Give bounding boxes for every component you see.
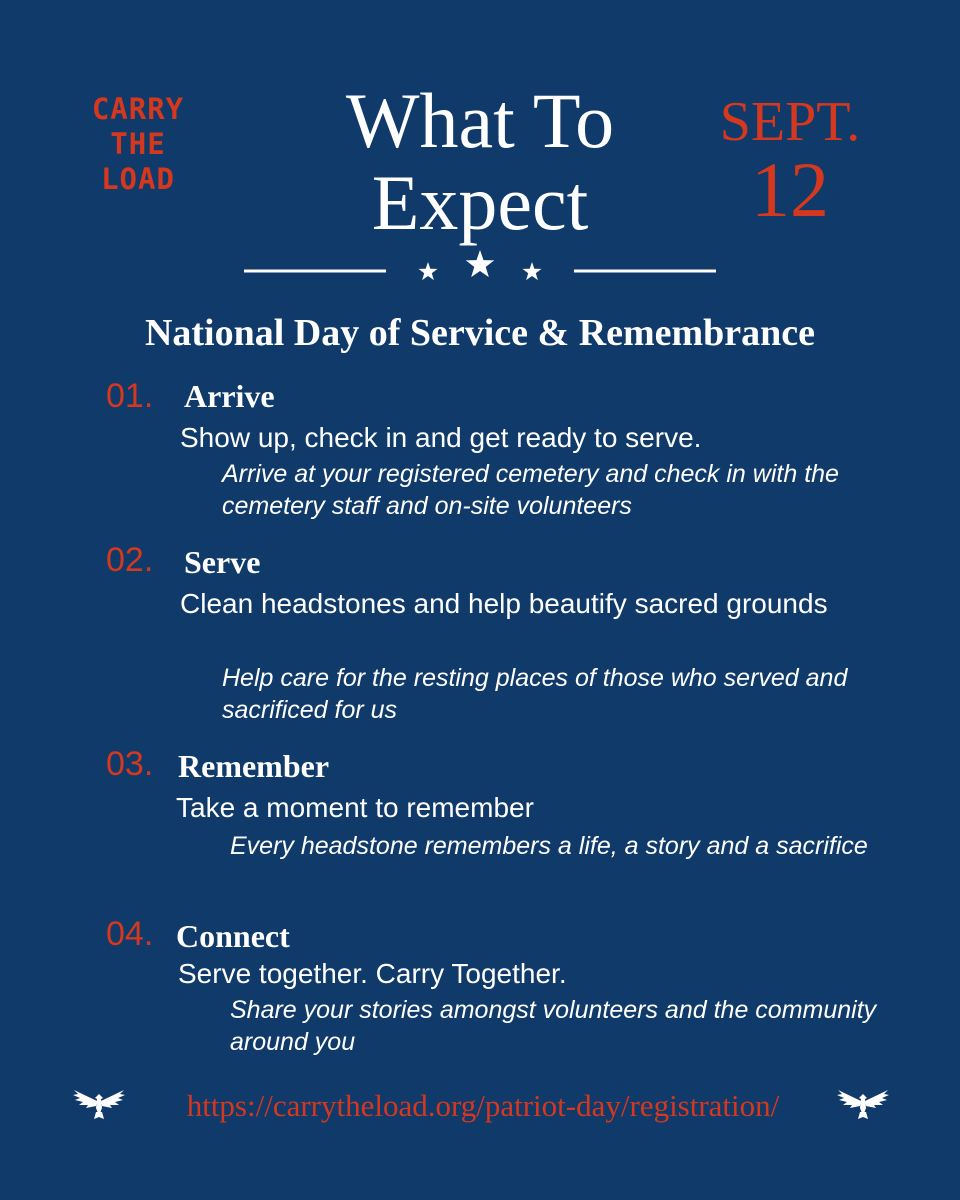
star-icon	[522, 262, 541, 280]
step-number: 04.	[106, 915, 154, 953]
logo-line-3: LOAD	[101, 162, 175, 196]
step-number: 02.	[106, 541, 154, 579]
title-line-2: Expect	[371, 159, 589, 246]
date-day: 12	[751, 146, 829, 233]
step-heading: Arrive	[184, 378, 275, 414]
registration-link[interactable]: https://carrytheload.org/patriot-day/registration/	[186, 1088, 780, 1123]
star-icon	[466, 250, 495, 277]
step-heading: Remember	[178, 748, 330, 784]
step-detail: Help care for the resting places of those who served and sacrificed for us	[222, 664, 848, 724]
step-summary: Serve together. Carry Together.	[178, 958, 567, 989]
step-summary: Show up, check in and get ready to serve.	[180, 422, 702, 453]
event-date	[700, 91, 880, 233]
step-detail: Share your stories amongst volunteers and the community around you	[230, 996, 877, 1056]
page-subtitle: National Day of Service & Remembrance	[144, 312, 816, 354]
step-detail: Every headstone remembers a life, a story and a sacrifice	[230, 832, 868, 860]
step-detail: Arrive at your registered cemetery and check in with the cemetery staff and on-site volunteers	[222, 460, 839, 520]
logo-line-2: THE	[110, 127, 166, 161]
eagle-icon	[836, 1086, 890, 1122]
star-icon	[418, 262, 437, 280]
logo-line-1: CARRY	[91, 92, 185, 126]
eagle-icon	[72, 1086, 126, 1122]
step-number: 01.	[106, 377, 154, 415]
star-divider	[244, 246, 716, 296]
step-heading: Serve	[184, 544, 261, 580]
step-number: 03.	[106, 745, 154, 783]
title-line-1: What To	[345, 77, 615, 164]
step-summary: Clean headstones and help beautify sacred grounds	[180, 588, 828, 619]
date-month: SEPT.	[719, 91, 861, 153]
step-summary: Take a moment to remember	[176, 792, 534, 823]
step-heading: Connect	[176, 918, 290, 954]
